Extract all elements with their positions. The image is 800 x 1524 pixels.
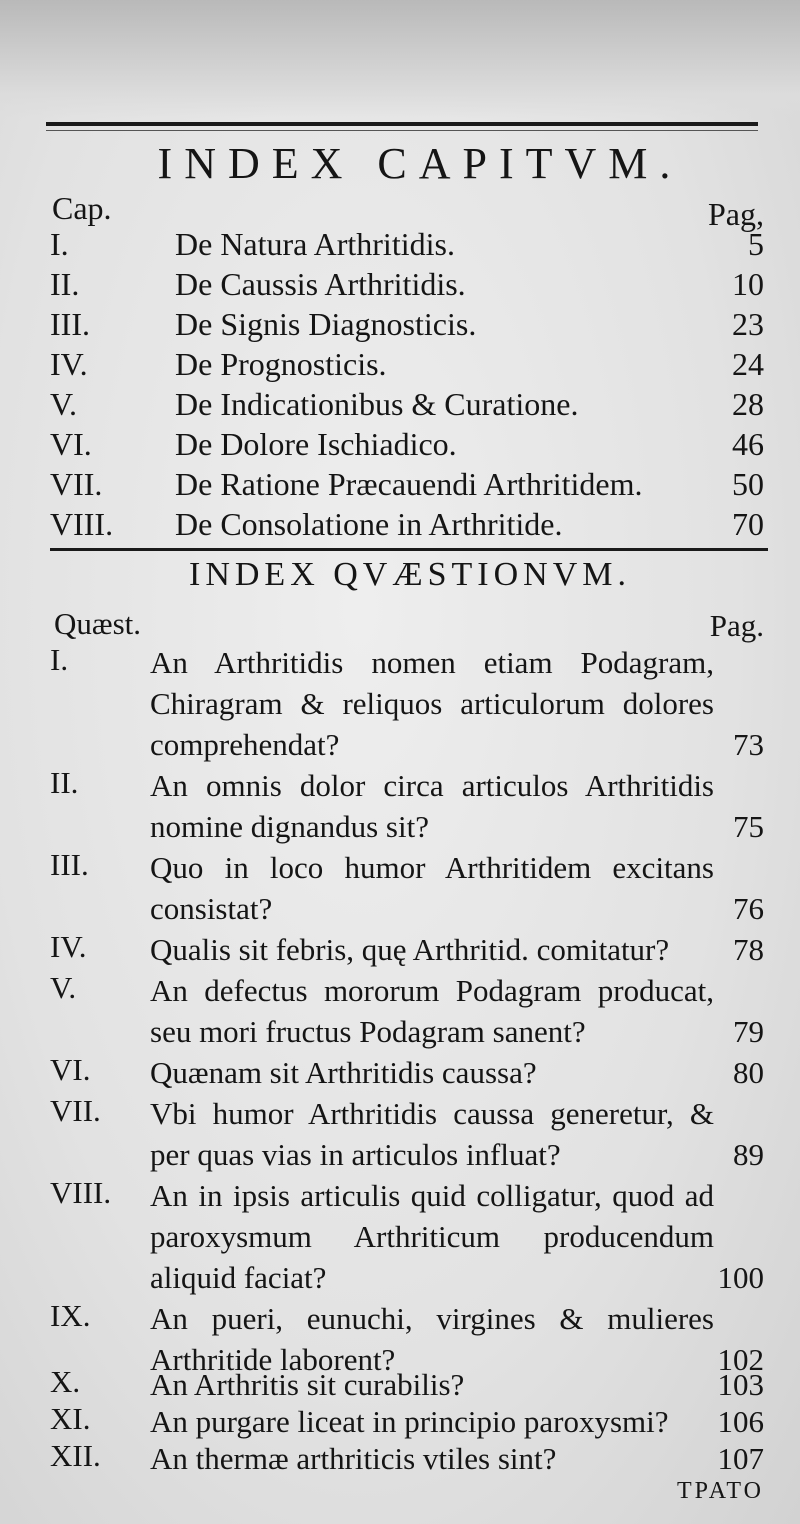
question-number: XII. xyxy=(50,1438,101,1473)
question-entry xyxy=(0,929,800,970)
chapter-row xyxy=(0,266,800,304)
chapter-page: 46 xyxy=(732,426,764,462)
chapter-index-title: INDEX CAPITVM. xyxy=(157,139,683,188)
chapter-number: IV. xyxy=(50,346,88,382)
chapter-row xyxy=(0,226,800,264)
chapter-title: De Dolore Ischiadico. xyxy=(175,426,457,462)
chapter-row xyxy=(0,386,800,424)
question-number: XI. xyxy=(50,1401,91,1436)
question-page: 107 xyxy=(717,1441,764,1476)
question-text: An omnis dolor circa articulos Arthritidis nomine dignandus sit? xyxy=(150,768,714,844)
chapter-row xyxy=(0,466,800,504)
chapter-page: 70 xyxy=(732,506,764,542)
section-divider xyxy=(50,548,768,551)
question-entry xyxy=(0,970,800,1052)
question-text: An in ipsis articulis quid colligatur, quod ad paroxysmum Arthriticum producendum aliquid faciat? xyxy=(150,1178,714,1295)
chapter-number: VII. xyxy=(50,466,103,502)
chapter-page: 5 xyxy=(748,226,764,262)
question-entry xyxy=(0,1438,800,1479)
question-number: IX. xyxy=(50,1298,91,1333)
chapter-title: De Consolatione in Arthritide. xyxy=(175,506,563,542)
question-entry xyxy=(0,1175,800,1298)
chapter-number: I. xyxy=(50,226,69,262)
question-page: 78 xyxy=(733,932,764,967)
question-entry xyxy=(0,847,800,929)
question-page: 75 xyxy=(733,809,764,844)
question-text: An defectus mororum Podagram producat, seu mori fructus Podagram sanent? xyxy=(150,973,714,1049)
question-page: 73 xyxy=(733,727,764,762)
question-text: Quo in loco humor Arthritidem excitans consistat? xyxy=(150,850,714,926)
question-text: Quænam sit Arthritidis caussa? xyxy=(150,1055,537,1090)
chapter-page: 24 xyxy=(732,346,764,382)
chapter-row xyxy=(0,346,800,384)
chapter-page: 28 xyxy=(732,386,764,422)
question-entry xyxy=(0,1093,800,1175)
question-page: 102 xyxy=(717,1342,764,1377)
chapter-number: VI. xyxy=(50,426,92,462)
question-index-title: INDEX QVÆSTIONVM. xyxy=(189,556,631,593)
chapter-row xyxy=(0,506,800,544)
chapter-title: De Prognosticis. xyxy=(175,346,387,382)
bleed-through-shadow xyxy=(0,0,800,118)
chapter-title: De Caussis Arthritidis. xyxy=(175,266,466,302)
question-text: Vbi humor Arthritidis caussa generetur, & per quas vias in articulos influat? xyxy=(150,1096,714,1172)
question-number: X. xyxy=(50,1364,81,1399)
chapter-number: III. xyxy=(50,306,90,342)
question-page: 100 xyxy=(717,1260,764,1295)
chapter-page: 10 xyxy=(732,266,764,302)
question-text: An pueri, eunuchi, virgines & mulieres Arthritide laborent? xyxy=(150,1301,714,1377)
question-page-label: Pag. xyxy=(709,608,764,643)
question-page: 79 xyxy=(733,1014,764,1049)
chapter-number: II. xyxy=(50,266,80,302)
question-text: An thermæ arthriticis vtiles sint? xyxy=(150,1441,557,1476)
question-text: An purgare liceat in principio paroxysmi? xyxy=(150,1404,669,1439)
question-text: Qualis sit febris, quę Arthritid. comitatur? xyxy=(150,932,670,967)
question-text: An Arthritidis nomen etiam Podagram, Chiragram & reliquos articulorum dolores comprehendat? xyxy=(150,645,714,762)
question-entry xyxy=(0,1401,800,1442)
chapter-page-label: Pag, xyxy=(708,196,764,232)
chapter-page: 50 xyxy=(732,466,764,502)
question-number: VII. xyxy=(50,1093,101,1128)
chapter-row xyxy=(0,426,800,464)
chapter-title: De Ratione Præcauendi Arthritidem. xyxy=(175,466,643,502)
question-text: An Arthritis sit curabilis? xyxy=(150,1367,465,1402)
question-number: I. xyxy=(50,642,69,677)
question-page: 76 xyxy=(733,891,764,926)
question-number: VI. xyxy=(50,1052,91,1087)
question-entry xyxy=(0,765,800,847)
question-page: 106 xyxy=(717,1404,764,1439)
catchword: TPATO xyxy=(676,1478,764,1504)
chapter-title: De Signis Diagnosticis. xyxy=(175,306,477,342)
question-entry xyxy=(0,1364,800,1405)
question-entry xyxy=(0,1052,800,1093)
question-number: II. xyxy=(50,765,79,800)
question-number: III. xyxy=(50,847,89,882)
question-page: 89 xyxy=(733,1137,764,1172)
question-entry xyxy=(0,642,800,765)
question-column-label: Quæst. xyxy=(54,606,141,641)
chapter-page: 23 xyxy=(732,306,764,342)
chapter-title: De Natura Arthritidis. xyxy=(175,226,455,262)
chapter-number: V. xyxy=(50,386,77,422)
chapter-row xyxy=(0,306,800,344)
question-number: VIII. xyxy=(50,1175,112,1210)
question-page: 103 xyxy=(717,1367,764,1402)
top-rule xyxy=(46,122,758,126)
question-page: 80 xyxy=(733,1055,764,1090)
chapter-number: VIII. xyxy=(50,506,114,542)
question-number: V. xyxy=(50,970,77,1005)
question-number: IV. xyxy=(50,929,87,964)
chapter-title: De Indicationibus & Curatione. xyxy=(175,386,579,422)
chapter-column-label: Cap. xyxy=(52,190,112,226)
top-rule-thin xyxy=(46,130,758,131)
